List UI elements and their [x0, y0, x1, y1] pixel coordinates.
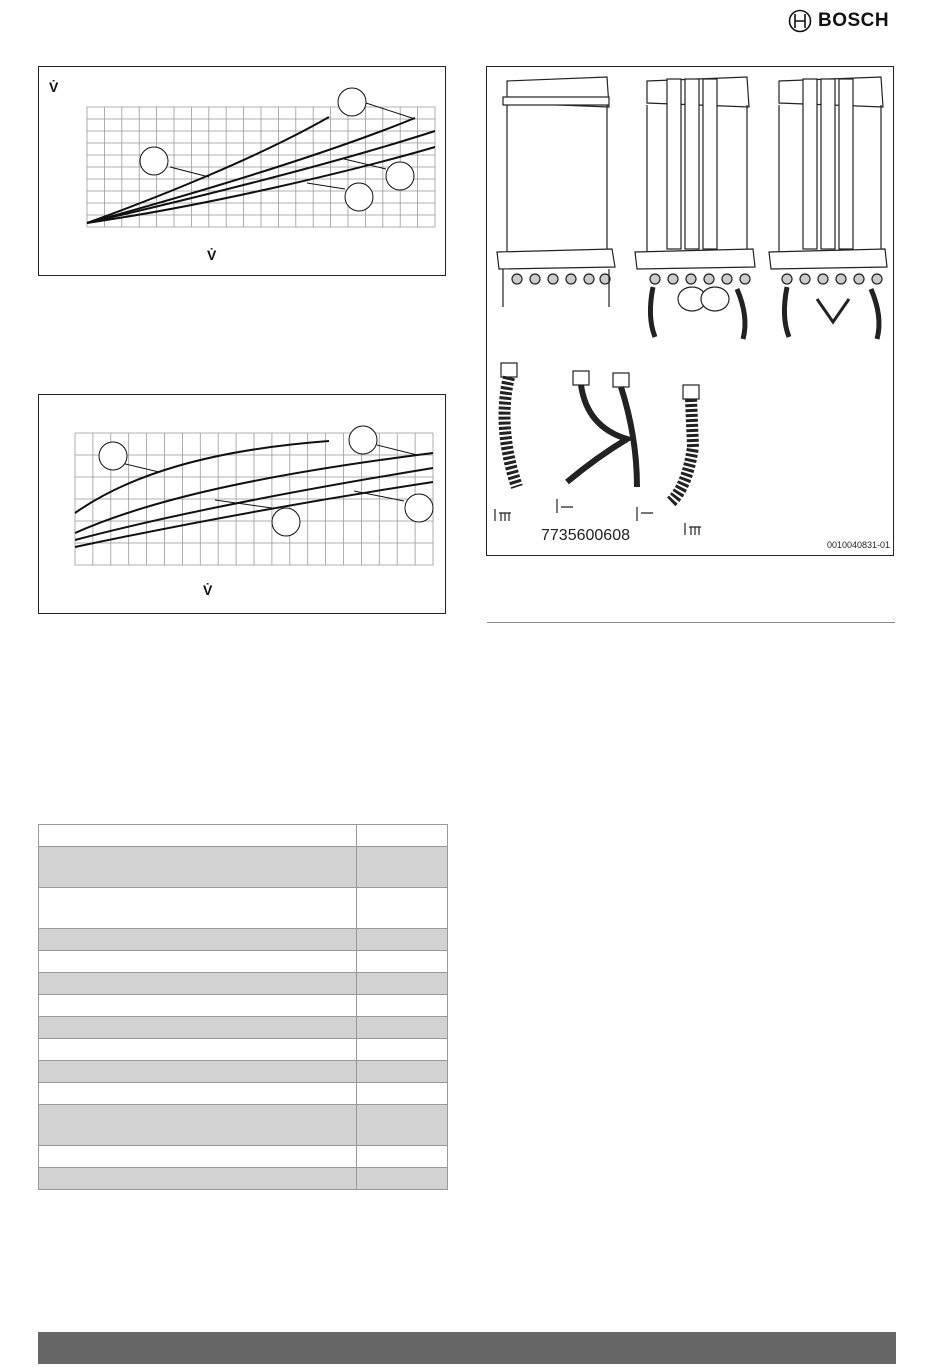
callout-circle — [405, 494, 433, 522]
table-row — [39, 825, 448, 847]
table-row — [39, 1105, 448, 1146]
table-cell-label — [39, 825, 357, 847]
table-cell-label — [39, 1105, 357, 1146]
callout-circle — [272, 508, 300, 536]
flexible-hose-3 — [671, 385, 699, 502]
hot-water-icon — [557, 499, 573, 513]
y-hose-2 — [567, 371, 637, 487]
callout-circle — [140, 147, 168, 175]
chart-bottom-box — [38, 394, 446, 614]
bosch-armature-icon — [788, 9, 812, 33]
table-row — [39, 888, 448, 929]
chart-bottom-x-label: V̇ — [203, 582, 213, 598]
table-cell-value — [357, 929, 448, 951]
curve-1 — [87, 117, 329, 223]
table-row — [39, 1039, 448, 1061]
table-row — [39, 929, 448, 951]
chart-top-leaders — [170, 103, 415, 189]
table-cell-value — [357, 951, 448, 973]
table-row — [39, 1017, 448, 1039]
chart-top-y-label: V̇ — [49, 79, 59, 95]
table-cell-label — [39, 1168, 357, 1190]
mounting-frame-1 — [497, 77, 615, 307]
table-cell-label — [39, 929, 357, 951]
table-row — [39, 951, 448, 973]
table-row — [39, 847, 448, 888]
table-row — [39, 1061, 448, 1083]
table-cell-value — [357, 1168, 448, 1190]
table-cell-label — [39, 1061, 357, 1083]
section-divider — [487, 622, 895, 623]
table-cell-value — [357, 825, 448, 847]
chart-bottom — [39, 395, 445, 613]
table-cell-label — [39, 888, 357, 929]
chart-top-x-label: V̇ — [207, 247, 217, 263]
table-cell-value — [357, 1146, 448, 1168]
table-cell-label — [39, 847, 357, 888]
mounting-frames-illustration — [487, 67, 893, 555]
table-cell-value — [357, 995, 448, 1017]
spec-table — [38, 824, 448, 1190]
callout-circle — [345, 183, 373, 211]
mounting-frame-2 — [635, 77, 755, 339]
table-row — [39, 1146, 448, 1168]
table-cell-label — [39, 973, 357, 995]
table-cell-label — [39, 1146, 357, 1168]
mounting-frame-3 — [769, 77, 887, 339]
table-cell-value — [357, 888, 448, 929]
table-cell-value — [357, 1105, 448, 1146]
table-cell-value — [357, 1039, 448, 1061]
table-row — [39, 995, 448, 1017]
table-cell-label — [39, 951, 357, 973]
table-cell-label — [39, 995, 357, 1017]
callout-circle — [386, 162, 414, 190]
chart-bottom-callouts — [99, 426, 433, 536]
part-number: 7735600608 — [541, 527, 630, 544]
callout-circle — [349, 426, 377, 454]
table-row — [39, 973, 448, 995]
flexible-hose-1 — [501, 363, 517, 487]
chart-top-box — [38, 66, 446, 276]
callout-circle — [338, 88, 366, 116]
callout-circle — [99, 442, 127, 470]
table-row — [39, 1083, 448, 1105]
heating-flow-icon — [495, 509, 511, 521]
footer-bar — [38, 1332, 896, 1364]
brand-logo — [788, 8, 898, 34]
table-cell-value — [357, 1083, 448, 1105]
table-cell-value — [357, 847, 448, 888]
table-cell-label — [39, 1017, 357, 1039]
chart-top — [39, 67, 445, 275]
table-cell-label — [39, 1039, 357, 1061]
cold-water-icon — [637, 507, 653, 521]
figure-code: 0010040831-01 — [827, 540, 891, 550]
table-cell-value — [357, 1061, 448, 1083]
table-row — [39, 1168, 448, 1190]
heating-return-icon — [685, 523, 701, 535]
table-cell-label — [39, 1083, 357, 1105]
table-cell-value — [357, 1017, 448, 1039]
brand-name: BOSCH — [818, 10, 890, 31]
table-cell-value — [357, 973, 448, 995]
accessory-figure — [486, 66, 894, 556]
